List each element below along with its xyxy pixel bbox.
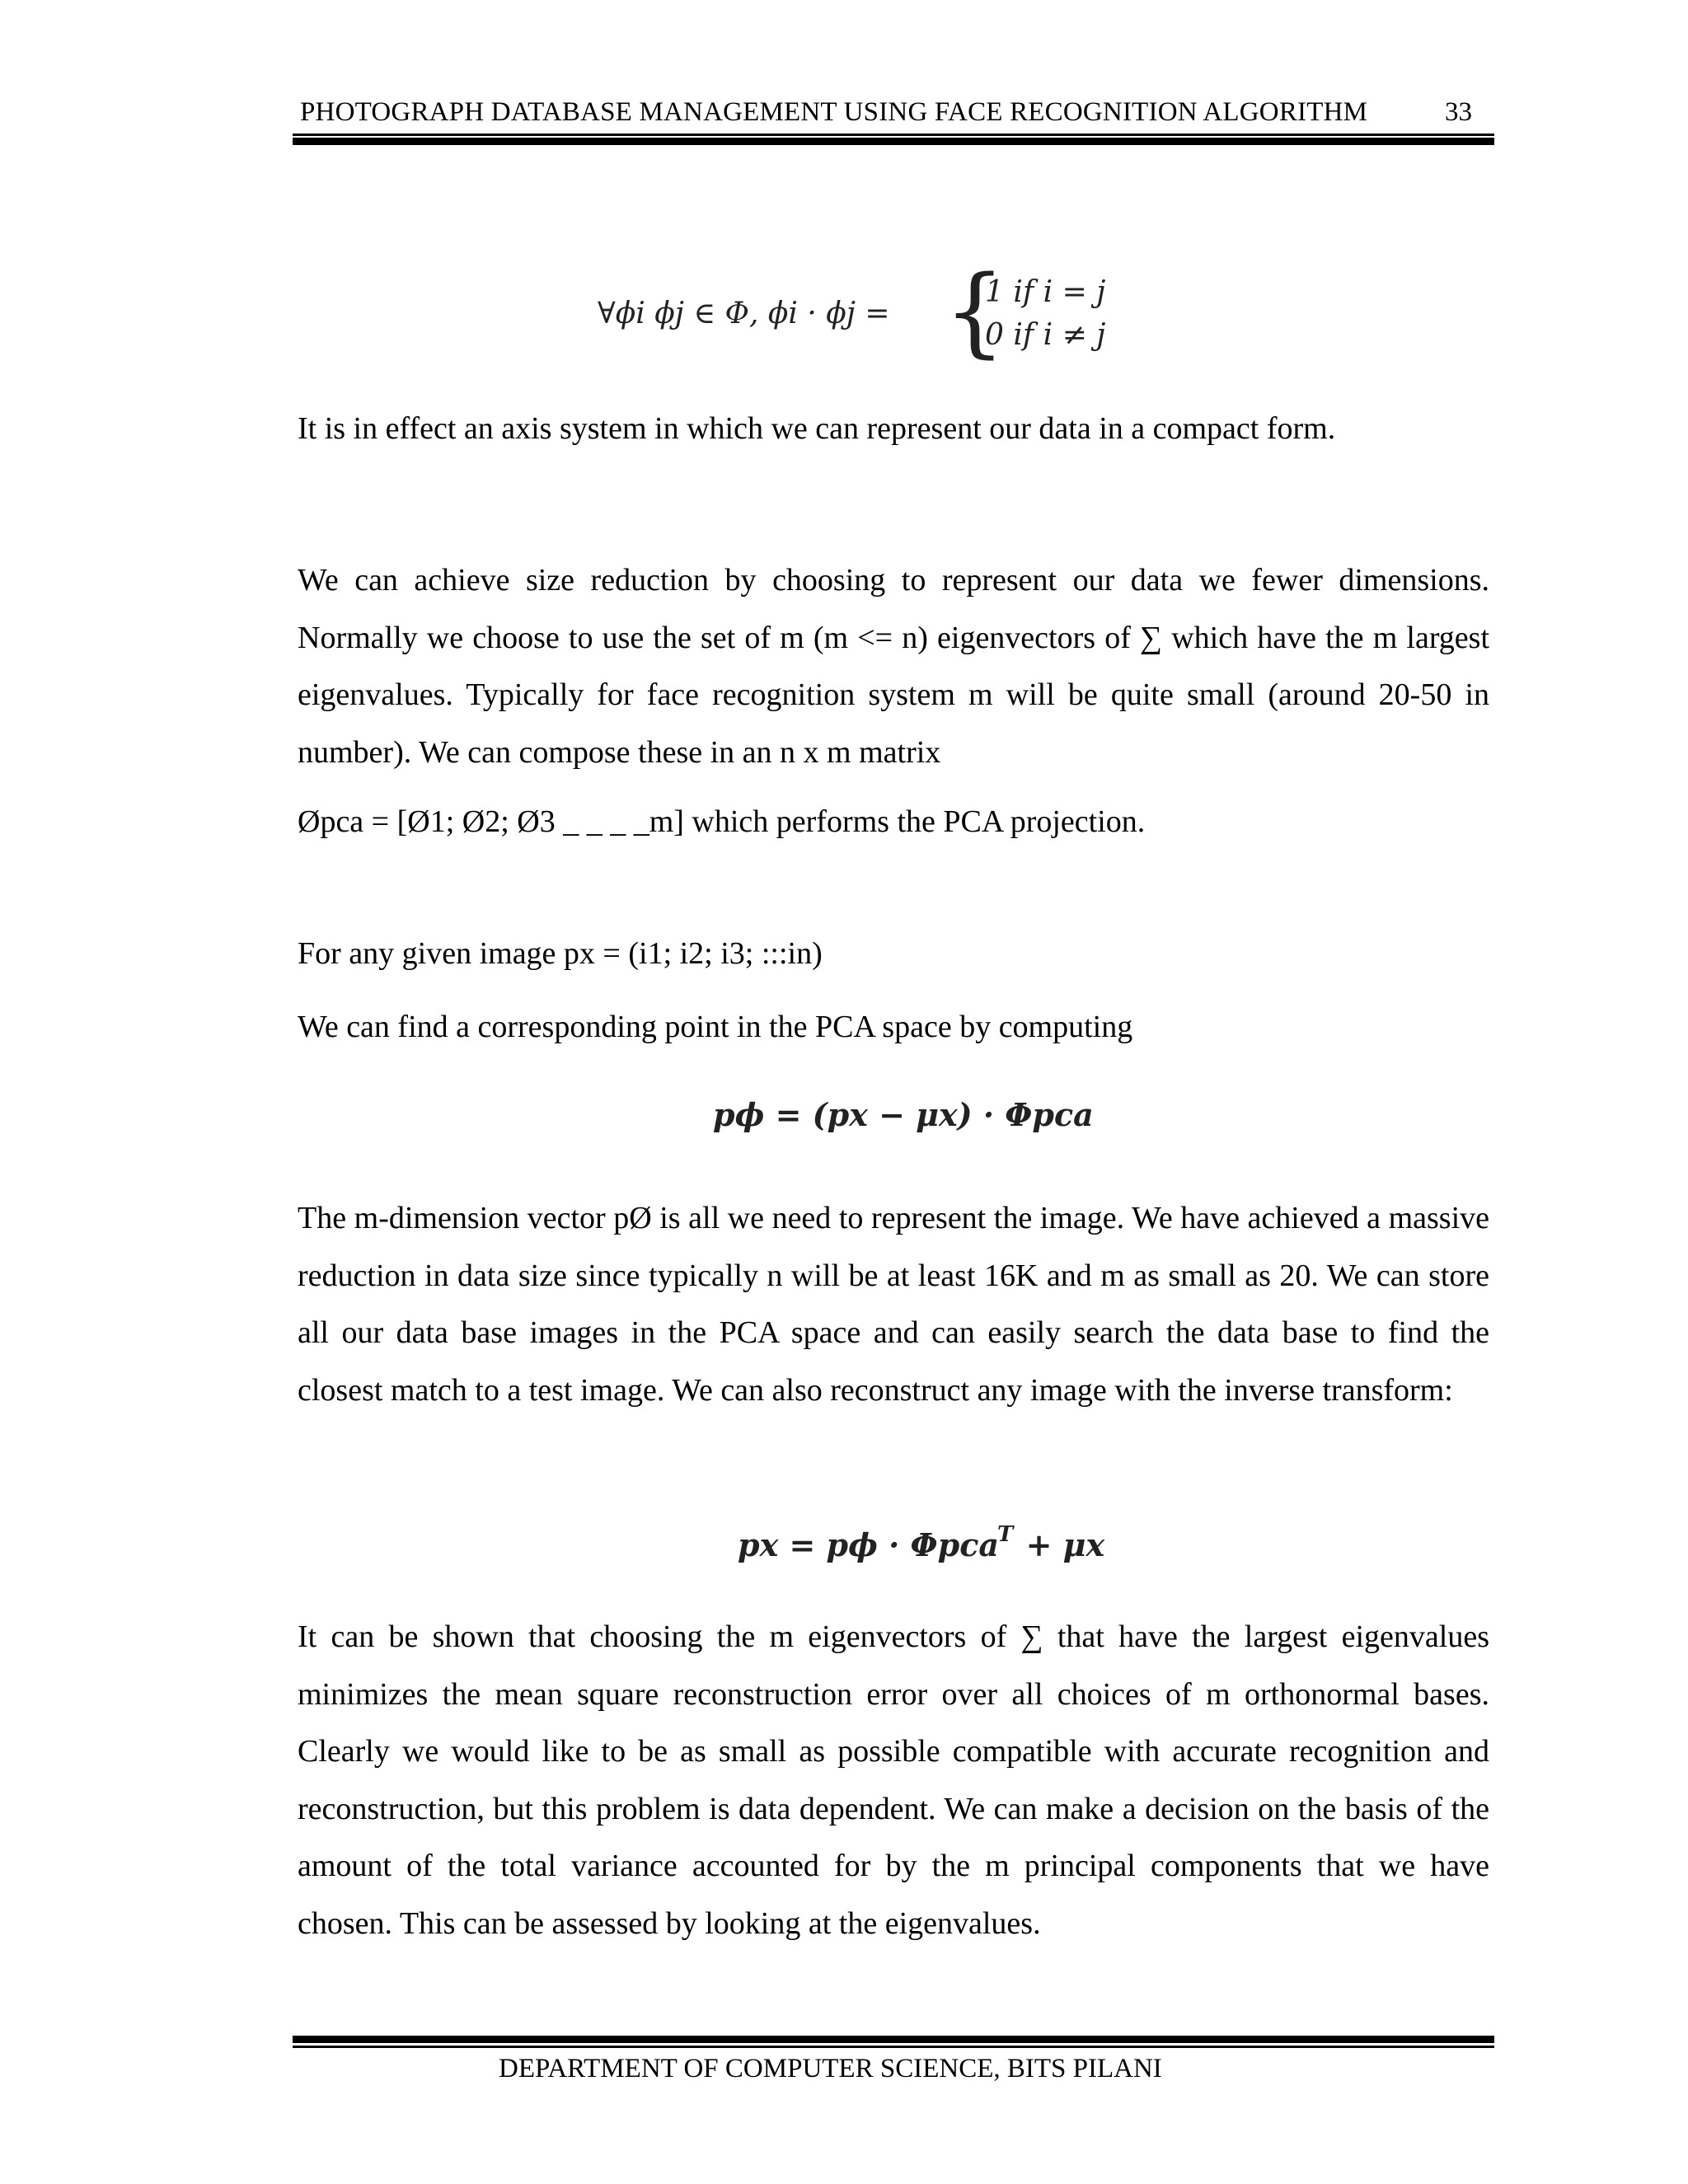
header-title: PHOTOGRAPH DATABASE MANAGEMENT USING FACE RECOGNITION ALGORITHM <box>300 97 1368 127</box>
paragraph-corresponding-point: We can find a corresponding point in the PCA space by computing <box>298 1010 1133 1044</box>
paragraph-size-reduction: We can achieve size reduction by choosing to represent our data we fewer dimensions. Normally we choose to use the set of m (m <= n) eigenvectors of ∑ which have the m largest eigenvalues. Typically for face recognition system m will be quite small (around 20-50 in number). We can compose these in an n x m matrix <box>298 563 1489 770</box>
paragraph-axis-system: It is in effect an axis system in which we can represent our data in a compact form. <box>298 411 1336 446</box>
footer-rule-thick <box>293 2036 1494 2043</box>
running-footer: DEPARTMENT OF COMPUTER SCIENCE, BITS PILANI <box>499 2054 1162 2083</box>
reconstruction-tail: + μx <box>1015 1526 1105 1563</box>
page-number: 33 <box>1445 97 1472 127</box>
reconstruction-equation <box>738 1522 1105 1563</box>
paragraph-eigenvectors: It can be shown that choosing the m eigenvectors of ∑ that have the largest eigenvalues minimizes the mean square reconstruction error over all choices of m orthonormal bases. Clearly we would like to be as small as possible compatible with accurate recognition and reconstruction, but this problem is data dependent. We can make a decision on the basis of the amount of the total variance accounted for by the m principal components that we have chosen. This can be assessed by looking at the eigenvalues. <box>298 1619 1489 1941</box>
equation-lhs: ∀ϕi ϕj ∈ Φ, ϕi · ϕj = <box>598 297 890 330</box>
header-rule-thick <box>293 138 1494 145</box>
projection-equation: pϕ = (px − μx) · Φpca <box>713 1096 1094 1133</box>
equation-case-not-equal: 0 if i ≠ j <box>985 318 1106 352</box>
equation-case-equal: 1 if i = j <box>985 275 1106 309</box>
reconstruction-main: px = pϕ · Φpca <box>738 1526 999 1563</box>
equation-brace: { <box>944 254 1006 368</box>
footer-rule-thin <box>293 2046 1494 2048</box>
paragraph-m-dimension-vector: The m-dimension vector pØ is all we need to represent the image. We have achieved a massive reduction in data size since typically n will be at least 16K and m as small as 20. We can store all our data base images in the PCA space and can easily search the data base to find the closest match to a test image. We can also reconstruct any image with the inverse transform: <box>298 1201 1489 1408</box>
reconstruction-transpose: T <box>997 1522 1014 1547</box>
paragraph-given-image: For any given image px = (i1; i2; i3; :::in) <box>298 936 823 971</box>
header-rule-thin <box>293 134 1494 136</box>
running-header <box>297 97 1492 134</box>
paragraph-pca-matrix: Øpca = [Ø1; Ø2; Ø3 _ _ _ _m] which performs the PCA projection. <box>298 804 1146 839</box>
